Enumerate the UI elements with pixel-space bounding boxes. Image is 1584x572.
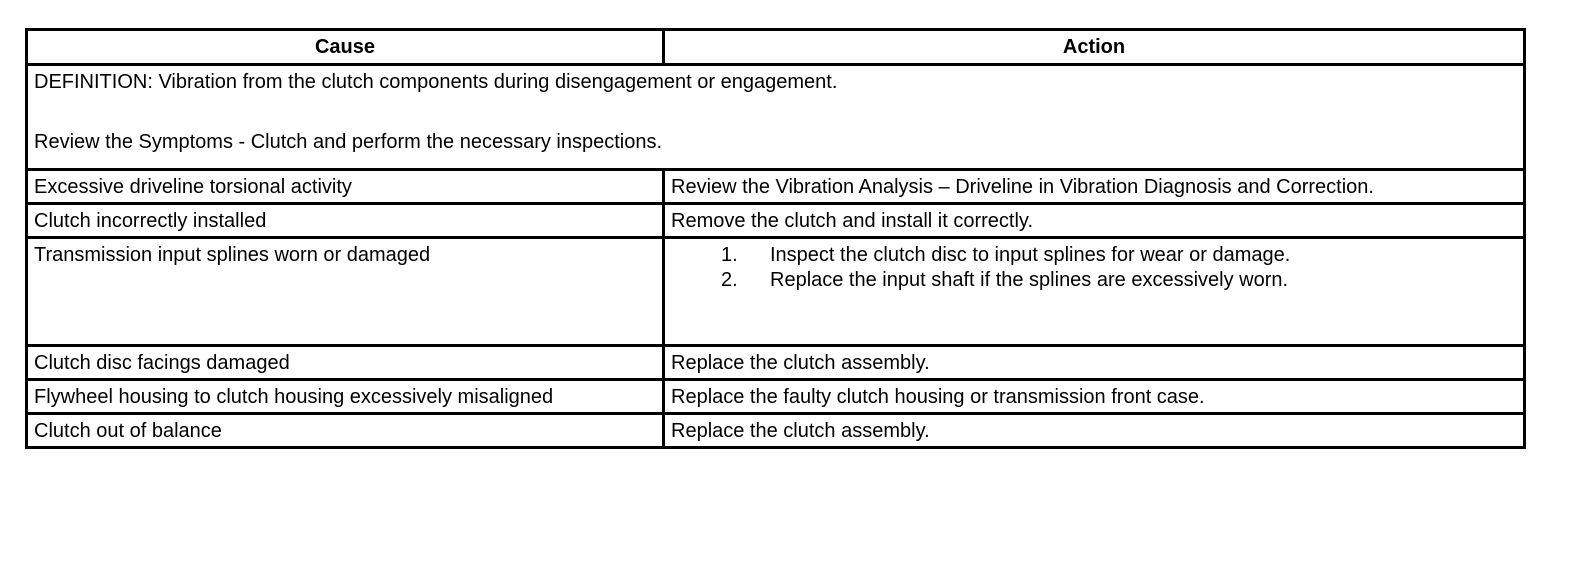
cause-cell: Clutch out of balance xyxy=(27,414,664,448)
table-row xyxy=(27,170,1525,204)
cause-cell: Clutch disc facings damaged xyxy=(27,346,664,380)
step-number: 1. xyxy=(721,244,738,266)
definition-row xyxy=(27,65,1525,170)
step-text: Inspect the clutch disc to input splines for wear or damage. xyxy=(770,244,1291,266)
cause-cell: Transmission input splines worn or damaged xyxy=(27,238,664,346)
table-row xyxy=(27,380,1525,414)
cause-column-header: Cause xyxy=(27,30,664,65)
table-row xyxy=(27,346,1525,380)
review-note-text: Review the Symptoms - Clutch and perform the necessary inspections. xyxy=(34,131,663,153)
cause-cell: Flywheel housing to clutch housing excessively misaligned xyxy=(27,380,664,414)
action-cell: Replace the faulty clutch housing or transmission front case. xyxy=(664,380,1525,414)
action-column-header: Action xyxy=(664,30,1525,65)
action-cell xyxy=(664,238,1525,346)
step-text: Replace the input shaft if the splines are excessively worn. xyxy=(770,269,1289,291)
action-cell: Review the Vibration Analysis – Driveline in Vibration Diagnosis and Correction. xyxy=(664,170,1525,204)
table-row xyxy=(27,204,1525,238)
action-steps-list xyxy=(671,243,1517,293)
diagnostic-table xyxy=(25,28,1526,449)
definition-text: DEFINITION: Vibration from the clutch components during disengagement or engagement. xyxy=(34,71,838,93)
definition-cell xyxy=(27,65,1525,170)
action-cell: Replace the clutch assembly. xyxy=(664,346,1525,380)
definition-spacer xyxy=(34,95,1517,130)
table-row xyxy=(27,238,1525,346)
step-number: 2. xyxy=(721,269,738,291)
cause-cell: Excessive driveline torsional activity xyxy=(27,170,664,204)
action-cell: Replace the clutch assembly. xyxy=(664,414,1525,448)
cause-cell: Clutch incorrectly installed xyxy=(27,204,664,238)
table-row xyxy=(27,414,1525,448)
action-cell: Remove the clutch and install it correctly. xyxy=(664,204,1525,238)
action-step xyxy=(671,243,1517,268)
header-row xyxy=(27,30,1525,65)
action-step xyxy=(671,268,1517,293)
